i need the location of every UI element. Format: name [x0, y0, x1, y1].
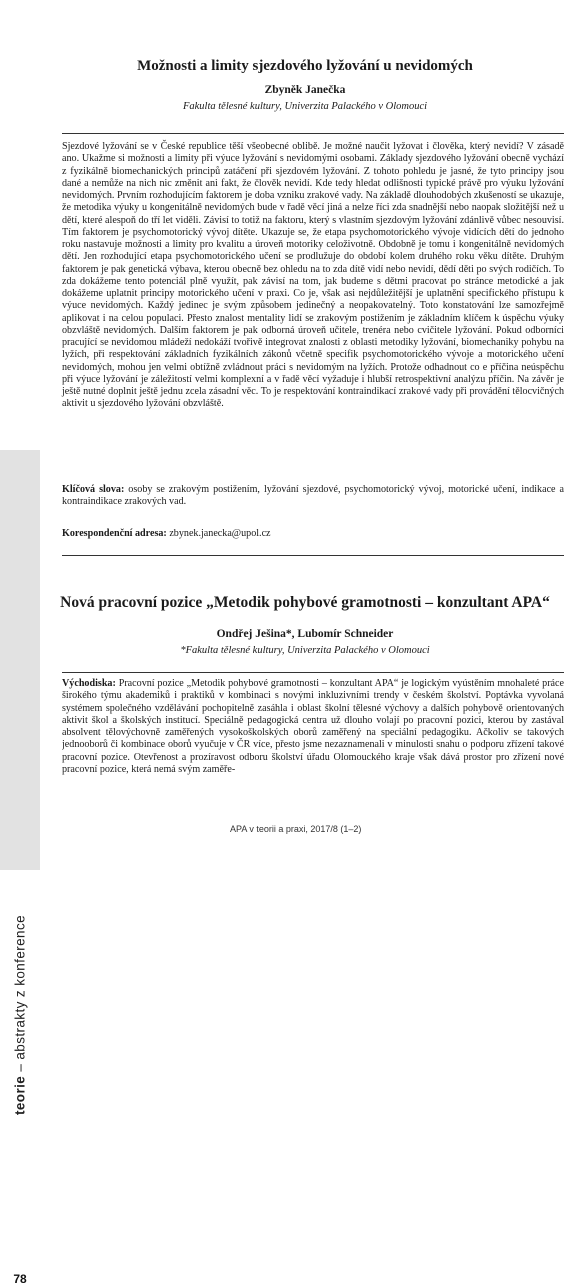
divider — [62, 672, 564, 673]
article1-affiliation: Fakulta tělesné kultury, Univerzita Palackého v Olomouci — [182, 101, 428, 112]
background-text: Pracovní pozice „Metodik pohybové gramotnosti – konzultant APA“ je logickým vyústěním mnohaleté práce širokého týmu akademiků i praktiků v kombinaci s novými inkluzivními trendy v českém školství. Poptávka vyvolaná systémem společného vzdělávání pochopitelně zasáhla i oblast školní tělesné výchovy a dalších pohybově orientovaných aktivit škol a školských institucí. Speciálně pedagogická centra už dlouho volají po pracovní pozici, kterou by zastával absolvent tělovýchovně zaměřených vysokoškolských oborů zaměřený na speciální pedagogiku. Ačkoliv se takových jednooborů či kombinace oborů vyučuje v ČR více, přesto jsme nezaznamenali v minulosti snahu o podporu zřízení takové pracovní pozice. Otevřenost a prozíravost odboru školství úřadu Olomouckého kraje však dává prostor pro zřízení nové pracovní pozice, která nemá svým zaměře- — [62, 678, 564, 775]
article1-title: Možnosti a limity sjezdového lyžování u nevidomých — [137, 58, 473, 74]
background-label: Východiska: — [62, 678, 116, 689]
article2-affiliation: *Fakulta tělesné kultury, Univerzita Palackého v Olomouci — [180, 645, 430, 656]
article1-abstract: Sjezdové lyžování se v České republice těší všeobecné oblibě. Je možné naučit lyžovat i člověka, který nevidí? V zásadě ano. Ukažme si možnosti a limity při výuce lyžování s nevidomými osobami. Základy sjezdového lyžování obecně vychází z fyzikálně biomechanických principů zatáčení při sjezdovém lyžování. Z tohoto pohledu je jasné, že tyto principy jsou dané a nemůže na nich nic změnit ani fakt, že člověk nevidí. Kde tedy hledat odlišnosti typické právě pro výuku lyžování nevidomých. Prvním rozhodujícím faktorem je doba vzniku zrakové vady. Na základě dlouhodobých zkušeností se ukazuje, že metodika výuky u kongenitálně nevidomých bude v řadě věcí jiná a nelze říci zda snadnější nebo naopak složitější než u dětí, které alespoň do tří let viděli. Závisí to totiž na faktoru, který s vlastním sjezdovým lyžování zdánlivě vůbec nesouvisí. Tím faktorem je psychomotorický vývoj dítěte. Ukazuje se, že etapa psychomotorického vývoje vidících dětí do jednoho roku nastavuje možnosti a limity pro kvalitu a úroveň motoriky celoživotně. Obdobně je tomu i kongenitálně nevidomých dětí. Jen rozhodující etapa psychomotorického učení se prodlužuje do období kolem druhého roku věku dítěte. Druhým faktorem je pak genetická výbava, kterou obecně bez ohledu na to zda dítě vidí nebo nevidí, dědí děti po svých rodičích. To zda dokážeme tento potenciál plně využít, pak závisí na tom, jak budeme s dětmi pracovat po stránce metodické a jak dokážeme uplatnit principy motorického učení v praxi. Co je, však asi nejdůležitější je uplatnění specifického přístupu k výuce nevidomých. Každý jedinec je svým způsobem jedinečný a neopakovatelný. Toto konstatování lze samozřejmě aplikovat i na celou populaci. Přesto znalost mentality lidí se zrakovým postižením je základním klíčem k úspěchu výuky obzvláště nevidomých. Dalším faktorem je pak odborná úroveň učitele, trenéra nebo cvičitele lyžování. Pokud odborníci pracující se nevidomou mládeží nedokáží tvořivě integrovat znalosti z oblasti metodiky lyžování, biomechaniky pohybu na lyžích, při respektování základních fyzikálních zákonů včetně specifik psychomotorického vývoje a motorického učení nevidomých, mohou jen velmi obtížně zvládnout práci s nevidomým na lyžích. Protože odhadnout co e příčina neúspěchu při výuce lyžování je záležitostí velmi komplexní a v řadě věcí vyžaduje i hlubší retrospektivní analýzu příčin. Na závěr je ještě nutné doplnit ještě jednu zcela zásadní věc. To je respektování kontraindikací zrakové vady při provádění tělocvičných aktivit u sjezdového lyžování obzvláště. — [62, 141, 564, 410]
keywords-text: osoby se zrakovým postižením, lyžování sjezdové, psychomotorický vývoj, motorické učení, indikace a kontraindikace zrakových vad. — [62, 484, 564, 508]
page-number: 78 — [13, 1272, 27, 1286]
article2-authors: Ondřej Ješina*, Lubomír Schneider — [216, 628, 394, 640]
divider — [62, 555, 564, 556]
section-label-rest: – abstrakty z konference — [12, 915, 28, 1076]
divider — [62, 133, 564, 134]
journal-footer: APA v teorii a praxi, 2017/8 (1–2) — [230, 824, 362, 834]
article1-keywords — [62, 484, 564, 509]
section-label-main: teorie — [12, 1075, 28, 1115]
keywords-label: Klíčová slova: — [62, 484, 125, 495]
article1-correspondence — [62, 528, 564, 540]
correspondence-label: Korespondenční adresa: — [62, 528, 167, 539]
article2-abstract — [62, 678, 564, 808]
article2-title: Nová pracovní pozice „Metodik pohybové gramotnosti – konzultant APA“ — [60, 594, 550, 611]
article1-authors: Zbyněk Janečka — [264, 84, 346, 96]
sidebar-tab — [0, 450, 40, 1286]
correspondence-email: zbynek.janecka@upol.cz — [166, 528, 271, 539]
section-label — [13, 915, 28, 1115]
